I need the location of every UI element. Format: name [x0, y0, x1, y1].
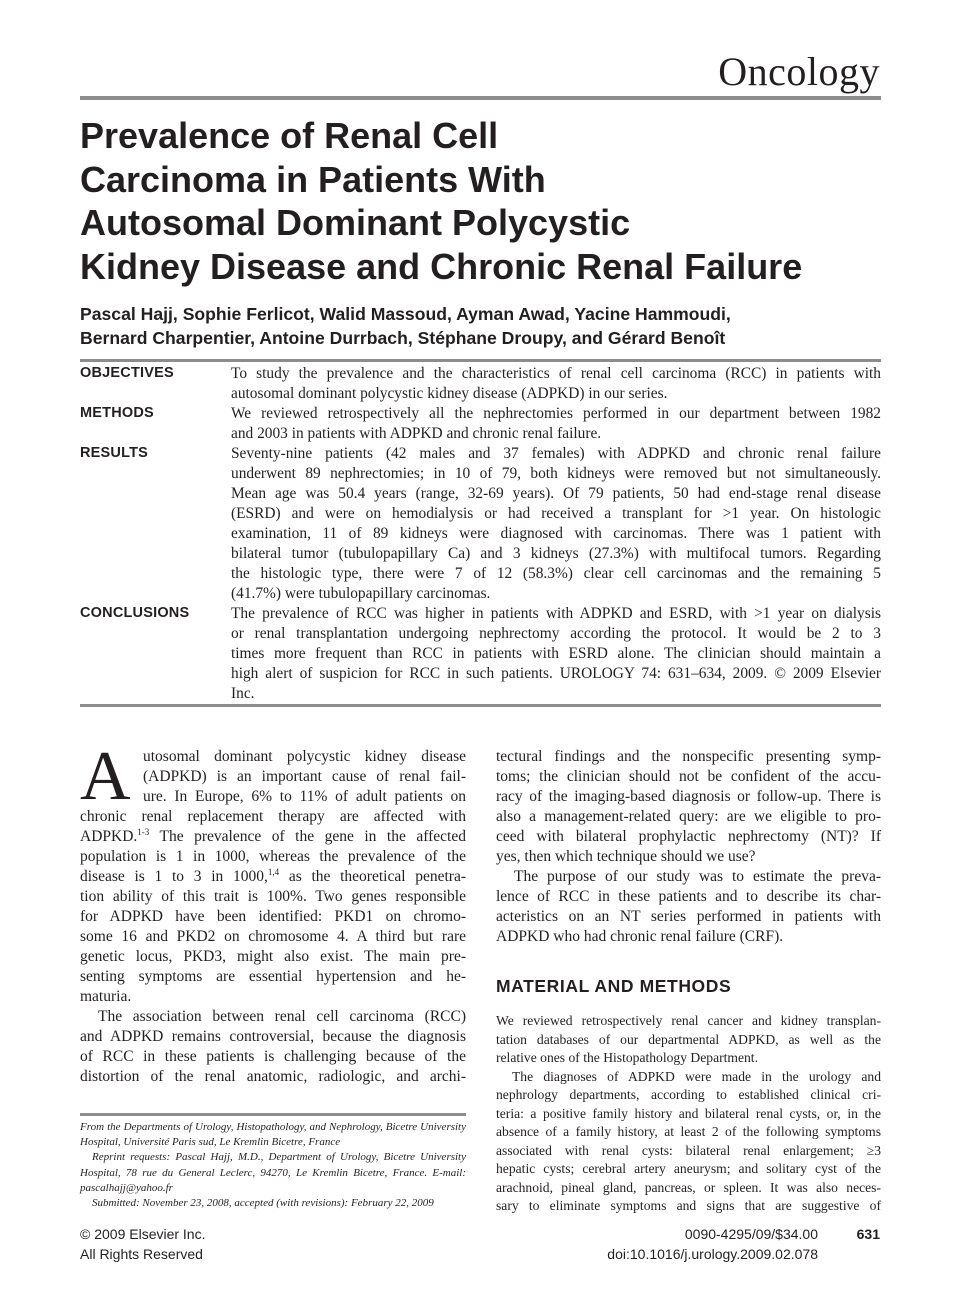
text-line: The purpose of our study was to estimate the preva- — [514, 868, 881, 885]
doi: doi:10.1016/j.urology.2009.02.078 — [607, 1245, 818, 1262]
left-column-body — [80, 807, 466, 1087]
objectives-label: OBJECTIVES — [80, 365, 174, 381]
text-line: examination, 11 of 89 kidneys were diagnosed with carcinomas. There was 1 patient with — [231, 525, 881, 542]
results-text — [231, 444, 881, 604]
text-line: We reviewed retrospectively all the nephrectomies performed in our department between 1982 — [231, 405, 881, 422]
text-line: racy of the imaging-based diagnosis or follow-up. There is — [496, 788, 881, 805]
text-line: To study the prevalence and the characteristics of renal cell carcinoma (RCC) in patients with — [231, 365, 881, 382]
text-line: Seventy-nine patients (42 males and 37 females) with ADPKD and chronic renal failure — [231, 445, 881, 462]
text-line: the histologic type, there were 7 of 12 (58.3%) clear cell carcinomas and the remaining 5 — [231, 565, 881, 582]
text-line: sary to eliminate symptoms and signs that are suggestive of — [496, 1198, 881, 1213]
results-label: RESULTS — [80, 445, 148, 461]
title-line: Autosomal Dominant Polycystic — [80, 202, 631, 243]
text-line: tation databases of our departmental ADPKD, as well as the — [496, 1031, 881, 1047]
footnote-rule — [80, 1113, 466, 1116]
title-line: Carcinoma in Patients With — [80, 158, 546, 200]
text-line: acteristics on an NT series performed in patients with — [496, 908, 881, 925]
text-line: ADPKD.$^{1-3}$ The prevalence of the gene in the affected — [80, 827, 466, 845]
section-label: Oncology — [718, 49, 880, 94]
author-list — [80, 302, 880, 350]
footer-left — [80, 1225, 206, 1264]
text-line: (ESRD) and were on hemodialysis or had received a transplant for >1 year. On histologic — [231, 505, 881, 522]
text-line: relative ones of the Histopathology Department. — [496, 1050, 758, 1065]
footnote-line: From the Departments of Urology, Histopathology, and Nephrology, Bicetre University — [80, 1121, 466, 1133]
text-line: yes, then which technique should we use? — [496, 848, 756, 865]
text-line: hepatic cysts; cerebral artery aneurysm; and solitary cyst of the — [496, 1161, 881, 1176]
methods-body — [496, 1011, 881, 1215]
page-number: 631 — [856, 1226, 880, 1242]
citation-superscript: 1-3 — [137, 827, 150, 837]
text-line: and 2003 in patients with ADPKD and chronic renal failure. — [231, 425, 602, 442]
conclusions-text — [231, 604, 881, 704]
text-line: and ADPKD remains controversial, because the diagnosis — [80, 1028, 466, 1045]
text-line: Mean age was 50.4 years (range, 32-69 years). Of 79 patients, 50 had end-stage renal disease — [231, 485, 881, 502]
citation-superscript: 1,4 — [267, 867, 280, 877]
title-line: Prevalence of Renal Cell — [80, 115, 499, 156]
text-line: senting symptoms are essential hypertension and he- — [80, 968, 466, 985]
footnote-line: Hospital, 78 rue du General Leclerc, 94270, Le Kremlin Bicetre, France. E-mail: — [80, 1166, 466, 1179]
author-line: Pascal Hajj, Sophie Ferlicot, Walid Massoud, Ayman Awad, Yacine Hammoudi, — [80, 304, 731, 324]
text-line: (41.7%) were tubulopapillary carcinomas. — [231, 585, 491, 602]
text-line: ceed with bilateral prophylactic nephrectomy (NT)? If — [496, 828, 881, 845]
text-line: teria: a positive family history and bilateral renal cysts, or, in the — [496, 1105, 881, 1121]
text-line: The association between renal cell carcinoma (RCC) — [98, 1008, 466, 1025]
text-line: The prevalence of RCC was higher in patients with ADPKD and ESRD, with >1 year on dialysis — [231, 605, 881, 622]
author-line: Bernard Charpentier, Antoine Durrbach, Stéphane Droupy, and Gérard Benoît — [80, 328, 726, 348]
text-line: chronic renal replacement therapy are affected with — [80, 808, 466, 825]
footnote-line: Reprint requests: Pascal Hajj, M.D., Department of Urology, Bicetre University — [92, 1151, 466, 1164]
abstract-top-rule — [80, 359, 881, 362]
conclusions-label: CONCLUSIONS — [80, 605, 190, 621]
text-line: associated with renal cysts: bilateral renal enlargement; ≥3 — [496, 1142, 881, 1158]
copyright: © 2009 Elsevier Inc. — [80, 1226, 206, 1242]
section-heading: MATERIAL AND METHODS — [496, 976, 732, 996]
methods-text — [231, 404, 881, 444]
text-line: arachnoid, pineal gland, pancreas, or spleen. It was also neces- — [496, 1179, 881, 1195]
header-rule — [80, 96, 881, 100]
methods-label: METHODS — [80, 405, 154, 421]
footnote-line: pascalhajj@yahoo.fr — [80, 1181, 173, 1194]
text-line: autosomal dominant polycystic kidney disease (ADPKD) in our series. — [231, 385, 668, 402]
text-line: lence of RCC in these patients and to describe its char- — [496, 888, 881, 905]
text-line: The diagnoses of ADPKD were made in the urology and — [512, 1068, 881, 1084]
text-line: tectural findings and the nonspecific presenting symp- — [496, 748, 881, 765]
text-line: (ADPKD) is an important cause of renal fail- — [143, 768, 466, 785]
footnote-line: Submitted: November 23, 2008, accepted (with revisions): February 22, 2009 — [92, 1196, 434, 1209]
objectives-text — [231, 364, 881, 404]
text-line: times more frequent than RCC in patients with ESRD alone. The clinician should maintain a — [231, 645, 881, 662]
text-line: or renal transplantation undergoing nephrectomy according the protocol. It would be 2 to 3 — [231, 625, 881, 642]
text-line: high alert of suspicion for RCC in such patients. UROLOGY 74: 631–634, 2009. © 2009 Elsevier — [231, 665, 881, 682]
text-line: population is 1 in 1000, whereas the prevalence of the — [80, 848, 466, 865]
title-line: Kidney Disease and Chronic Renal Failure — [80, 245, 803, 287]
text-line: for ADPKD have been identified: PKD1 on chromo- — [80, 908, 466, 925]
footnotes — [80, 1120, 466, 1211]
text-line: disease is 1 to 3 in 1000,$^{1,4}$ as the theoretical penetra- — [80, 867, 466, 885]
text-line: We reviewed retrospectively renal cancer and kidney transplan- — [496, 1013, 881, 1028]
text-line: genetic locus, PKD3, might also exist. The main pre- — [80, 948, 466, 965]
text-line: Inc. — [231, 685, 255, 702]
drop-cap: A — [80, 738, 131, 815]
right-column-body — [496, 747, 881, 947]
text-line: nephrology departments, according to established clinical cri- — [496, 1087, 881, 1102]
text-line: underwent 89 nephrectomies; in 10 of 79, both kidneys were removed but not simultaneously. — [231, 465, 881, 482]
abstract-bottom-rule — [80, 704, 881, 707]
article-title — [80, 114, 880, 288]
text-line: also a management-related query: are we eligible to pro- — [496, 808, 881, 825]
text-line: of RCC in these patients is challenging because of the — [80, 1048, 466, 1065]
left-column-intro — [143, 747, 466, 807]
text-line: ADPKD who had chronic renal failure (CRF). — [496, 928, 784, 945]
issn: 0090-4295/09/$34.00 — [684, 1226, 818, 1242]
footnote-line: Hospital, Université Paris sud, Le Kremlin Bicetre, France — [80, 1136, 341, 1149]
text-line: toms; the clinician should not be confident of the accu- — [496, 768, 881, 785]
text-line: some 16 and PKD2 on chromosome 4. A third but rare — [80, 928, 466, 945]
rights: All Rights Reserved — [80, 1245, 203, 1262]
text-line: ure. In Europe, 6% to 11% of adult patients on — [143, 788, 466, 805]
text-line: utosomal dominant polycystic kidney disease — [143, 748, 466, 765]
text-line: bilateral tumor (tubulopapillary Ca) and 3 kidneys (27.3%) with multifocal tumors. Regarding — [231, 545, 881, 562]
text-line: absence of a family history, at least 2 of the following symptoms — [496, 1124, 881, 1139]
footer-right — [607, 1225, 818, 1264]
text-line: tion ability of this trait is 100%. Two genes responsible — [80, 888, 466, 905]
text-line: maturia. — [80, 988, 132, 1005]
text-line: distortion of the renal anatomic, radiologic, and archi- — [80, 1068, 466, 1085]
